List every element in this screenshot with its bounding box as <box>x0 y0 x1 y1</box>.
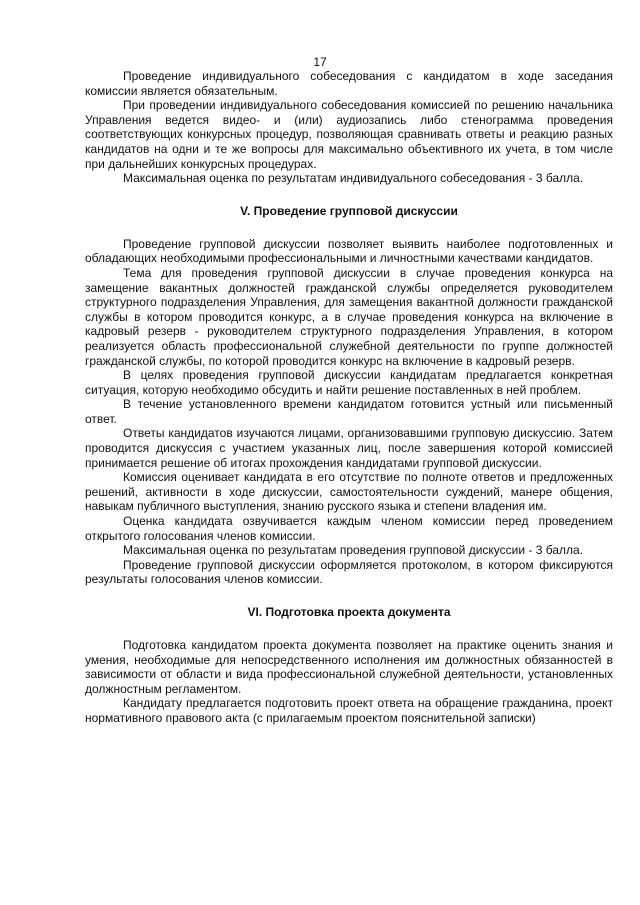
paragraph: В целях проведения групповой дискуссии кандидатам предлагается конкретная ситуация, которую необходимо обсудить и найти решение поставленных в ней проблем. <box>85 368 613 397</box>
paragraph: Максимальная оценка по результатам проведения групповой дискуссии - 3 балла. <box>123 543 584 558</box>
paragraph: Тема для проведения групповой дискуссии в случае проведения конкурса на замещение вакантных должностей гражданской службы определяется руководителем структурного подразделения Управления, для замещения вакантной должности гражданской службы в котором проводится конкурс, а в случае проведения конкурса на включение в кадровый резерв - руководителем структурного подразделения Управления, в котором реализуется область профессиональной служебной деятельности по группе должностей гражданской службы, по которой проводится конкурс на включение в кадровый резерв. <box>85 265 613 368</box>
paragraph: Проведение групповой дискуссии позволяет выявить наиболее подготовленных и обладающих необходимыми профессиональными и личностными качествами кандидатов. <box>85 236 613 266</box>
paragraph: Ответы кандидатов изучаются лицами, организовавшими групповую дискуссию. Затем проводится дискуссия с участием указанных лиц, после завершения которой комиссией принимается решение об итогах прохождения кандидатами групповой дискуссии. <box>85 426 613 470</box>
paragraph: При проведении индивидуального собеседования комиссией по решению начальника Управления ведется видео- и (или) аудиозапись либо стенограмма проведения соответствующих конкурсных процедур, позволяющая сравнивать ответы и реакцию разных кандидатов на одни и те же вопросы для максимально объективного их учета, в том числе при дальнейших конкурсных процедурах. <box>85 98 613 171</box>
document-body <box>85 69 613 726</box>
paragraph: Оценка кандидата озвучивается каждым членом комиссии перед проведением открытого голосования членов комиссии. <box>85 514 613 543</box>
paragraph: Проведение групповой дискуссии оформляется протоколом, в котором фиксируются результаты голосования членов комиссии. <box>85 557 613 587</box>
page-number: 17 <box>313 55 327 69</box>
section-heading: VI. Подготовка проекта документа <box>247 605 451 619</box>
paragraph: Кандидату предлагается подготовить проект ответа на обращение гражданина, проект нормативного правового акта (с прилагаемым проектом пояснительной записки) <box>85 696 613 725</box>
paragraph: Комиссия оценивает кандидата в его отсутствие по полноте ответов и предложенных решений, активности в ходе дискуссии, самостоятельности суждений, манере общения, навыкам публичного выступления, знанию русского языка и степени владения им. <box>85 470 613 514</box>
section-heading: V. Проведение групповой дискуссии <box>240 203 458 218</box>
paragraph: Проведение индивидуального собеседования с кандидатом в ходе заседания комиссии является обязательным. <box>85 69 613 98</box>
paragraph: Максимальная оценка по результатам индивидуального собеседования - 3 балла. <box>123 171 584 186</box>
paragraph: В течение установленного времени кандидатом готовится устный или письменный ответ. <box>85 397 613 426</box>
paragraph: Подготовка кандидатом проекта документа позволяет на практике оценить знания и умения, необходимые для непосредственного исполнения им должностных обязанностей в зависимости от области и вида профессиональной служебной деятельности, установленных должностным регламентом. <box>85 638 613 696</box>
